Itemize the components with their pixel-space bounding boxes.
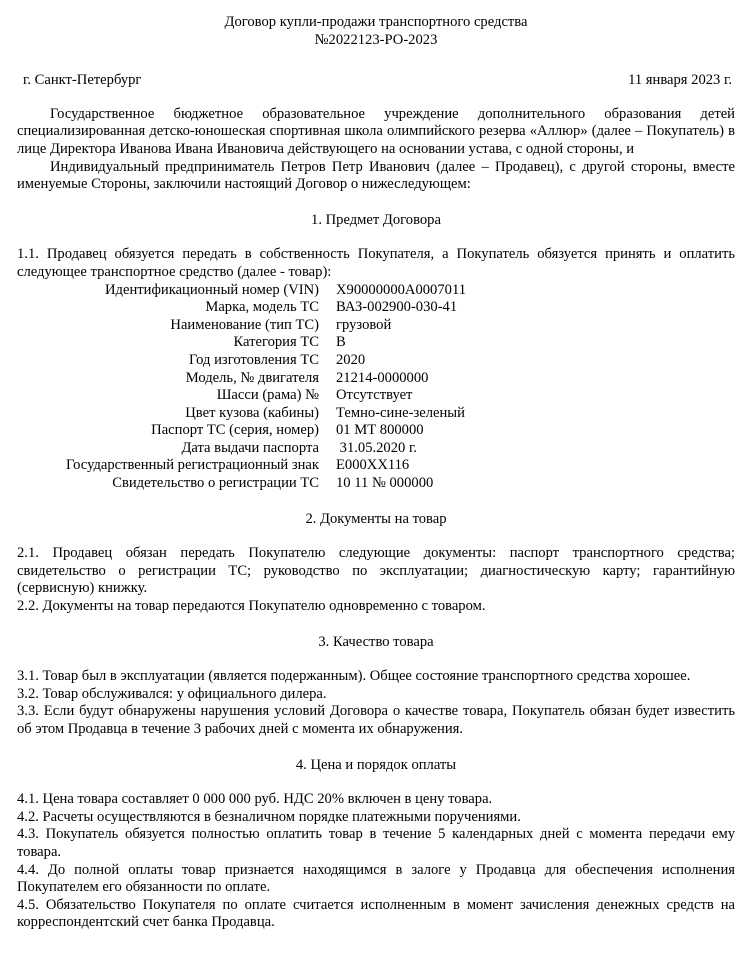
clause-2-2: 2.2. Документы на товар передаются Покупателю одновременно с товаром.: [17, 598, 486, 615]
spec-value: Е000ХХ116: [336, 457, 410, 474]
clause-2-1: 2.1. Продавец обязан передать Покупателю следующие документы: паспорт транспортного средства; свидетельство о регистрации ТС; руководство по эксплуатации; диагностическую карту; гарантийную (сервисную) книжку.: [17, 545, 735, 597]
clause-4-1: 4.1. Цена товара составляет 0 000 000 руб. НДС 20% включен в цену товара.: [17, 791, 493, 808]
spec-label: Наименование (тип ТС): [170, 316, 319, 333]
section-4-title: 4. Цена и порядок оплаты: [295, 756, 457, 773]
clause-4-3: 4.3. Покупатель обязуется полностью оплатить товар в течение 5 календарных дней с момента передачи ему товара.: [17, 826, 735, 860]
clause-1-1: 1.1. Продавец обязуется передать в собственность Покупателя, а Покупатель обязуется принять и оплатить следующее транспортное средство (далее - товар):: [17, 246, 735, 280]
spec-value: Отсутствует: [336, 387, 413, 404]
spec-label: Идентификационный номер (VIN): [105, 281, 319, 298]
spec-label: Государственный регистрационный знак: [65, 457, 319, 474]
spec-label: Паспорт ТС (серия, номер): [151, 422, 319, 439]
spec-value: 01 МТ 800000: [336, 422, 424, 439]
clause-3-3: 3.3. Если будут обнаружены нарушения условий Договора о качестве товара, Покупатель обязан будет известить об этом Продавца в течение 3 рабочих дней с момента их обнаружения.: [17, 703, 735, 737]
spec-value: B: [336, 334, 346, 351]
spec-label: Цвет кузова (кабины): [185, 404, 319, 421]
spec-value: ВАЗ-002900-030-41: [336, 299, 458, 316]
title-line-1: Договор купли-продажи транспортного средства: [224, 14, 528, 30]
clause-3-2: 3.2. Товар обслуживался: у официального дилера.: [17, 685, 327, 702]
place-date-row: [17, 72, 735, 90]
clause-4-5: 4.5. Обязательство Покупателя по оплате считается исполненным в момент зачисления денежных средств на корреспондентский счет банка Продавца.: [17, 896, 735, 931]
spec-value: 21214-0000000: [336, 369, 429, 386]
spec-value: 2020: [336, 351, 366, 368]
spec-value: X90000000A0007011: [336, 281, 466, 298]
section-3-title: 3. Качество товара: [318, 633, 434, 650]
section-1-title: 1. Предмет Договора: [311, 211, 441, 228]
section-2-title: 2. Документы на товар: [305, 510, 447, 527]
clause-3-1: 3.1. Товар был в эксплуатации (является подержанным). Общее состояние транспортного средства хорошее.: [17, 668, 691, 685]
preamble-buyer: Государственное бюджетное образовательное учреждение дополнительного образования детей специализированная детско-юношеская спортивная школа олимпийского резерва «Аллюр» (далее – Покупатель) в лице Директора Иванова Ивана Ивановича действующего на основании устава, с одной стороны, и: [17, 105, 735, 157]
document-title: [17, 14, 735, 49]
spec-label: Модель, № двигателя: [185, 369, 319, 386]
spec-label: Категория ТС: [233, 334, 319, 351]
spec-label: Год изготовления ТС: [189, 351, 319, 368]
contract-date: 11 января 2023 г.: [628, 72, 732, 89]
spec-label: Дата выдачи паспорта: [181, 439, 319, 456]
preamble-seller: Индивидуальный предприниматель Петров Петр Иванович (далее – Продавец), с другой стороны, вместе именуемые Стороны, заключили настоящий Договор о нижеследующем:: [17, 158, 735, 193]
spec-value: Темно-сине-зеленый: [336, 404, 465, 421]
vehicle-specs-table: [17, 282, 735, 493]
spec-label: Свидетельство о регистрации ТС: [112, 475, 319, 492]
title-line-2: №2022123-РО-2023: [314, 31, 438, 48]
clause-4-2: 4.2. Расчеты осуществляются в безналичном порядке платежными поручениями.: [17, 808, 521, 825]
spec-label: Марка, модель ТС: [205, 299, 319, 316]
clause-4-4: 4.4. До полной оплаты товар признается находящимся в залоге у Продавца для обеспечения исполнения Покупателем его обязанности по оплате.: [17, 861, 735, 896]
spec-value: 31.05.2020 г.: [336, 439, 417, 456]
city: г. Санкт-Петербург: [23, 72, 142, 89]
spec-label: Шасси (рама) №: [216, 387, 319, 404]
spec-value: 10 11 № 000000: [336, 475, 434, 492]
spec-value: грузовой: [336, 316, 392, 333]
